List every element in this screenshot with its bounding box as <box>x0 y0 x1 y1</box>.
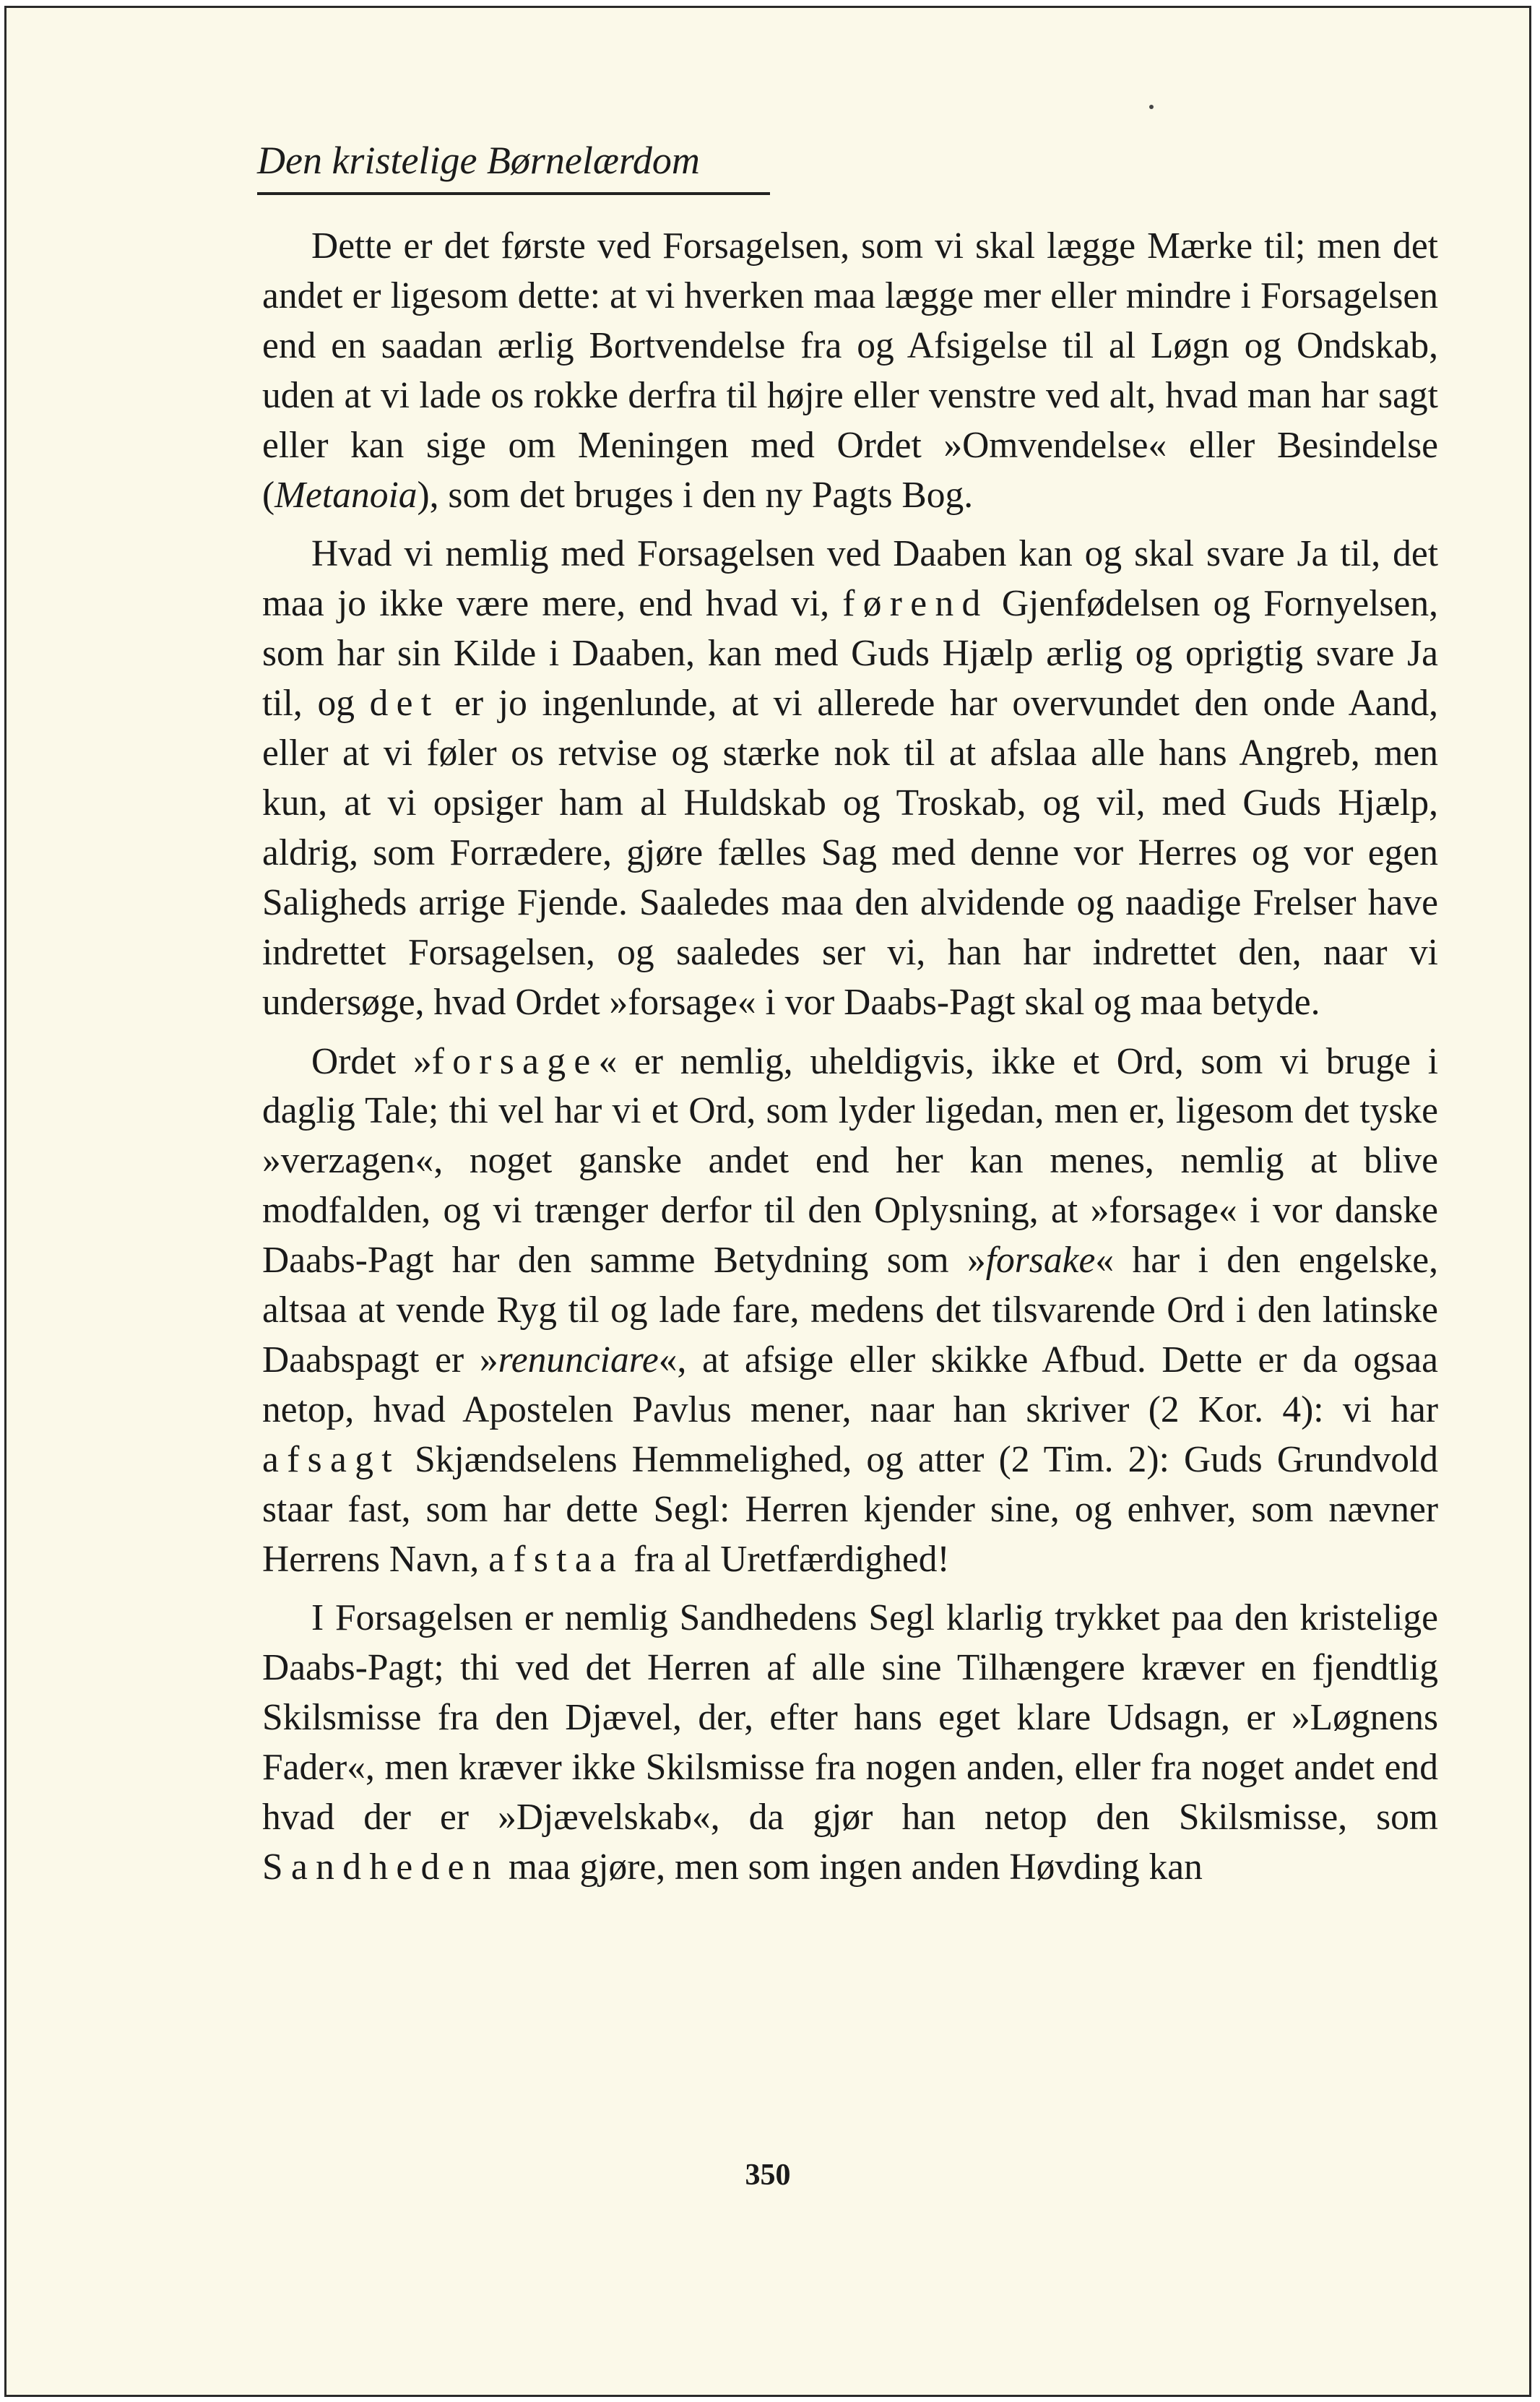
italic-term: Metanoia <box>274 474 418 516</box>
text-segment: er jo ingenlunde, at vi allerede har overvundet den onde Aand, eller at vi føler os retvise og stærke nok til at afslaa alle hans Angreb, men kun, at vi opsiger ham al Huldskab og Troskab, og vil, med Guds Hjælp, aldrig, som Forrædere, gjøre fælles Sag med denne vor Herres og vor egen Saligheds arrige Fjende. Saaledes maa den alvidende og naadige Frelser have indrettet Forsagelsen, og saaledes ser vi, han har indrettet den, naar vi undersøge, hvad Ordet »forsage« i vor Daabs-Pagt skal og maa betyde. <box>262 683 1438 1023</box>
paragraph-1 <box>262 222 1438 520</box>
paragraph-3 <box>262 1037 1438 1585</box>
text-segment: ), som det bruges i den ny Pagts Bog. <box>417 474 974 516</box>
text-segment: maa gjøre, men som ingen anden Høvding kan <box>498 1846 1203 1888</box>
spaced-emphasis: afsagt <box>262 1438 400 1480</box>
running-head: Den kristelige Børnelærdom <box>257 139 700 182</box>
spaced-emphasis: det <box>369 683 440 725</box>
text-segment: I Forsagelsen er nemlig Sandhedens Segl klarlig trykket paa den kristelige Daabs-Pagt; thi ved det Herren af alle sine Tilhængere kræver en fjendtlig Skilsmisse fra den Djævel, der, efter hans eget klare Udsagn, er »Løgnens Fader«, men kræver ikke Skilsmisse fra nogen anden, eller fra noget andet end hvad der er »Djævelskab«, da gjør han netop den Skilsmisse, som <box>262 1597 1438 1839</box>
spaced-emphasis: Sandheden <box>262 1846 499 1888</box>
paragraph-2 <box>262 530 1438 1027</box>
ink-speck <box>1149 105 1154 109</box>
running-head-rule <box>257 192 770 195</box>
text-segment: Gjenfødelsen og Fornyelsen, som har sin Kilde i Daaben, kan med Guds Hjælp ærlig og oprigtig svare Ja til, og <box>262 583 1438 725</box>
page-number: 350 <box>745 2159 791 2192</box>
text-segment: Dette er det første ved Forsagelsen, som vi skal lægge Mærke til; men det andet er ligesom dette: at vi hverken maa lægge mer eller mindre i Forsagelsen end en saadan ærlig Bortvendelse fra og Afsigelse til al Løgn og Ondskab, uden at vi lade os rokke derfra til højre eller venstre ved alt, hvad man har sagt eller kan sige om Meningen med Ordet »Omvendelse« eller Besindelse ( <box>262 225 1438 516</box>
italic-term: forsake <box>985 1240 1096 1282</box>
text-segment: Hvad vi nemlig med Forsagelsen ved Daaben kan og skal svare Ja til, det maa jo ikke være mere, end hvad vi, <box>262 533 1438 625</box>
spaced-emphasis: forsage <box>431 1040 599 1082</box>
italic-term: renunciare <box>498 1339 659 1381</box>
spaced-emphasis: afstaa <box>488 1538 625 1580</box>
text-segment: Ordet » <box>311 1040 432 1082</box>
spaced-emphasis: førend <box>842 583 989 625</box>
text-segment: fra al Uretfærdighed! <box>624 1538 950 1580</box>
text-segment: « har i den engelske, altsaa at vende Ryg til og lade fare, medens det tilsvarende Ord i den latinske Daabspagt er » <box>262 1240 1438 1381</box>
paragraph-4 <box>262 1594 1438 1892</box>
text-segment: Skjændselens Hemmelighed, og atter (2 Tim. 2): Guds Grundvold staar fast, som har dette Segl: Herren kjender sine, og enhver, som nævner Herrens Navn, <box>262 1438 1438 1580</box>
book-page <box>4 6 1531 2397</box>
text-segment: «, at afsige eller skikke Afbud. Dette er da ogsaa netop, hvad Apostelen Pavlus mener, naar han skriver (2 Kor. 4): vi har <box>262 1339 1438 1430</box>
body-text <box>262 222 1438 1902</box>
text-segment: « er nemlig, uheldigvis, ikke et Ord, som vi bruge i daglig Tale; thi vel har vi et Ord, som lyder ligedan, men er, ligesom det tyske »verzagen«, noget ganske andet end her kan menes, nemlig at blive modfalden, og vi trænger derfor til den Oplysning, at »forsage« i vor danske Daabs-Pagt har den samme Betydning som » <box>262 1040 1439 1282</box>
